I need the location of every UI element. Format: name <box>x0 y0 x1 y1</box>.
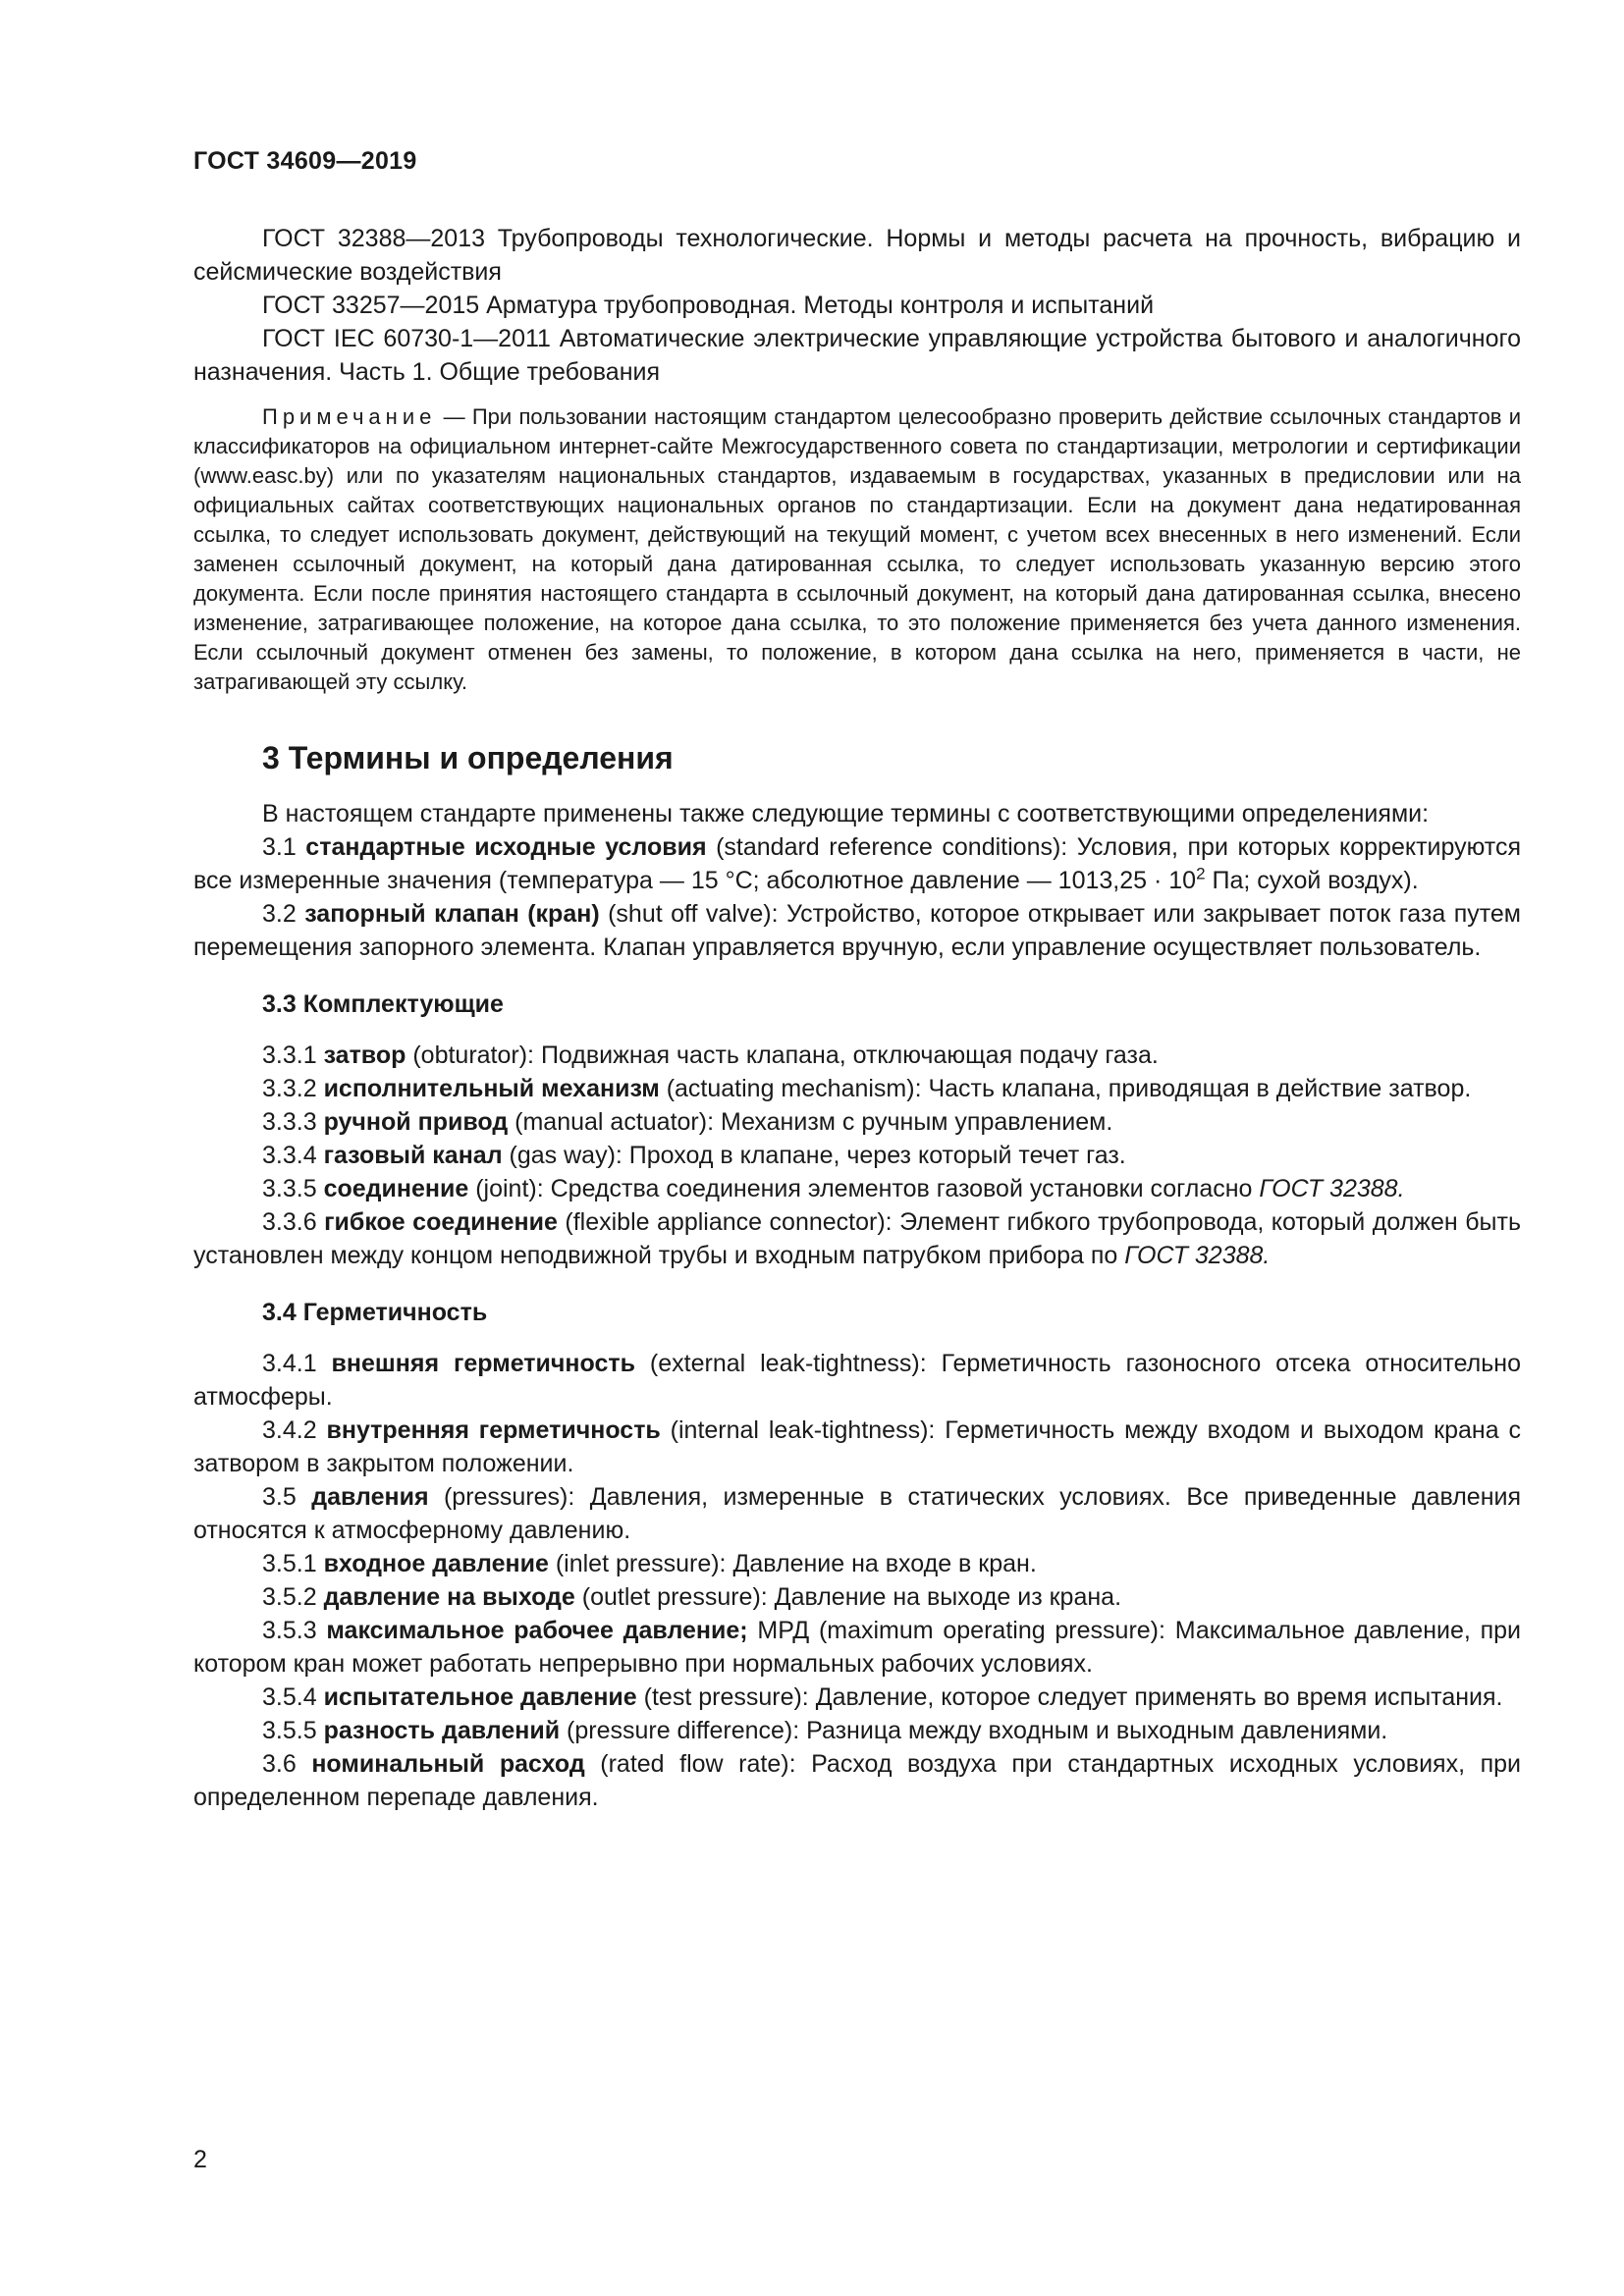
term-definition: (pressures): Давления, измеренные в статических условиях. Все приведенные давления относятся к атмосферному давлению. <box>193 1483 1522 1544</box>
section-intro: В настоящем стандарте применены также следующие термины с соответствующими определениями: <box>262 800 1430 828</box>
term-name: внешняя герметичность <box>331 1350 635 1377</box>
term-name: входное давление <box>323 1550 549 1577</box>
term-number: 3.5.3 <box>262 1617 327 1644</box>
term-number: 3.3.1 <box>262 1041 324 1069</box>
term-number: 3.5.2 <box>262 1583 324 1611</box>
term-3-5-1 <box>193 1547 1521 1580</box>
term-definition: (shut off valve): Устройство, которое открывает или закрывает поток газа путем перемещения запорного элемента. Клапан управляется вручную, если управление осуществляет пользователь. <box>193 900 1521 961</box>
term-number: 3.4.2 <box>262 1416 327 1444</box>
document-id: ГОСТ 34609—2019 <box>193 147 417 175</box>
term-name: давление на выходе <box>323 1583 575 1611</box>
term-name: запорный клапан (кран) <box>304 900 600 928</box>
term-definition: (obturator): Подвижная часть клапана, отключающая подачу газа. <box>406 1041 1159 1069</box>
page-number: 2 <box>193 2146 207 2173</box>
term-name: испытательное давление <box>323 1683 637 1711</box>
term-name: стандартные исходные условия <box>305 833 707 861</box>
term-3-3-5 <box>193 1172 1521 1205</box>
term-3-3-4 <box>193 1139 1521 1172</box>
term-definition: (inlet pressure): Давление на входе в кран. <box>548 1550 1037 1577</box>
term-3-2 <box>193 897 1521 964</box>
standard-reference: ГОСТ 32388. <box>1124 1242 1271 1269</box>
term-number: 3.5.1 <box>262 1550 324 1577</box>
term-definition: (actuating mechanism): Часть клапана, приводящая в действие затвор. <box>659 1075 1472 1102</box>
term-number: 3.3.4 <box>262 1142 324 1169</box>
term-definition: (joint): Средства соединения элементов газовой установки согласно <box>468 1175 1260 1202</box>
term-definition: (gas way): Проход в клапане, через который течет газ. <box>502 1142 1126 1169</box>
term-definition: (outlet pressure): Давление на выходе из крана. <box>574 1583 1122 1611</box>
term-number: 3.3.6 <box>262 1208 325 1236</box>
note-paragraph <box>193 402 1521 697</box>
term-definition: (standard reference conditions): Условия, при которых корректируются все измеренные значения (температура — 15 °C; абсолютное давление — 1013,25 · 10 <box>193 833 1522 894</box>
term-definition: (manual actuator): Механизм с ручным управлением. <box>508 1108 1113 1136</box>
term-definition: (flexible appliance connector): Элемент гибкого трубопровода, который должен быть установлен между концом неподвижной трубы и входным патрубком прибора по <box>193 1208 1521 1269</box>
term-name: исполнительный механизм <box>323 1075 660 1102</box>
term-3-5 <box>193 1480 1521 1547</box>
term-number: 3.5 <box>262 1483 312 1511</box>
term-name: соединение <box>323 1175 469 1202</box>
reference-gost-33257: ГОСТ 33257—2015 Арматура трубопроводная. Методы контроля и испытаний <box>262 292 1155 319</box>
superscript: 2 <box>1196 864 1206 883</box>
reference-gost-iec-60730: ГОСТ IEC 60730-1—2011 Автоматические электрические управляющие устройства бытового и аналогичного назначения. Часть 1. Общие требования <box>193 325 1521 386</box>
note-label: Примечание <box>262 404 437 429</box>
term-definition: (external leak-tightness): Герметичность газоносного отсека относительно атмосферы. <box>193 1350 1521 1411</box>
term-name: газовый канал <box>323 1142 503 1169</box>
term-3-5-5 <box>193 1714 1521 1747</box>
term-3-3-1 <box>193 1039 1521 1072</box>
term-number: 3.3.5 <box>262 1175 324 1202</box>
term-number: 3.1 <box>262 833 306 861</box>
term-3-3-2 <box>193 1072 1521 1105</box>
term-name: ручной привод <box>323 1108 509 1136</box>
term-3-3-6 <box>193 1205 1521 1272</box>
term-number: 3.5.5 <box>262 1717 324 1744</box>
term-number: 3.4.1 <box>262 1350 332 1377</box>
term-name: максимальное рабочее давление; <box>326 1617 748 1644</box>
term-definition-end: Па; сухой воздух). <box>1205 867 1419 894</box>
term-3-4-2 <box>193 1414 1521 1480</box>
term-name: номинальный расход <box>311 1750 585 1778</box>
term-name: внутренняя герметичность <box>326 1416 661 1444</box>
standard-reference: ГОСТ 32388. <box>1259 1175 1405 1202</box>
term-number: 3.6 <box>262 1750 312 1778</box>
term-number: 3.5.4 <box>262 1683 324 1711</box>
term-3-3-3 <box>193 1105 1521 1139</box>
note-text: — При пользовании настоящим стандартом целесообразно проверить действие ссылочных стандартов и классификаторов на официальном интернет-сайте Межгосударственного совета по стандартизации, метрологии и сертификации (www.easc.by) или по указателям национальных стандартов, издаваемым в государствах, указанных в предисловии или на официальных сайтах соответствующих национальных органов по стандартизации. Если на документ дана недатированная ссылка, то следует использовать документ, действующий на текущий момент, с учетом всех внесенных в него изменений. Если заменен ссылочный документ, на который дана датированная ссылка, то следует использовать указанную версию этого документа. Если после принятия настоящего стандарта в ссылочный документ, на который дана датированная ссылка, внесено изменение, затрагивающее положение, на которое дана ссылка, то это положение применяется без учета данного изменения. Если ссылочный документ отменен без замены, то положение, в котором дана ссылка на него, применяется в части, не затрагивающей эту ссылку. <box>193 404 1521 694</box>
term-number: 3.2 <box>262 900 305 928</box>
term-name: давления <box>311 1483 429 1511</box>
term-3-4-1 <box>193 1347 1521 1414</box>
term-definition: МРД (maximum operating pressure): Максимальное давление, при котором кран может работать непрерывно при нормальных рабочих условиях. <box>193 1617 1521 1678</box>
term-definition: (test pressure): Давление, которое следует применять во время испытания. <box>636 1683 1503 1711</box>
term-name: гибкое соединение <box>324 1208 558 1236</box>
term-definition: (rated flow rate): Расход воздуха при стандартных исходных условиях, при определенном перепаде давления. <box>193 1750 1522 1811</box>
term-definition: (internal leak-tightness): Герметичность между входом и выходом крана с затвором в закрытом положении. <box>193 1416 1521 1477</box>
subsection-title-3-4: 3.4 Герметичность <box>262 1299 488 1326</box>
page-body <box>193 222 1521 1814</box>
term-definition: (pressure difference): Разница между входным и выходным давлениями. <box>560 1717 1388 1744</box>
subsection-title-3-3: 3.3 Комплектующие <box>262 990 504 1018</box>
term-name: разность давлений <box>323 1717 561 1744</box>
term-name: затвор <box>323 1041 406 1069</box>
section-title: 3 Термины и определения <box>262 740 674 775</box>
term-3-5-2 <box>193 1580 1521 1614</box>
term-3-5-4 <box>193 1681 1521 1714</box>
term-number: 3.3.3 <box>262 1108 324 1136</box>
term-number: 3.3.2 <box>262 1075 324 1102</box>
term-3-1 <box>193 830 1521 897</box>
term-3-6 <box>193 1747 1521 1814</box>
reference-gost-32388: ГОСТ 32388—2013 Трубопроводы технологические. Нормы и методы расчета на прочность, вибрацию и сейсмические воздействия <box>193 225 1521 286</box>
term-3-5-3 <box>193 1614 1521 1681</box>
